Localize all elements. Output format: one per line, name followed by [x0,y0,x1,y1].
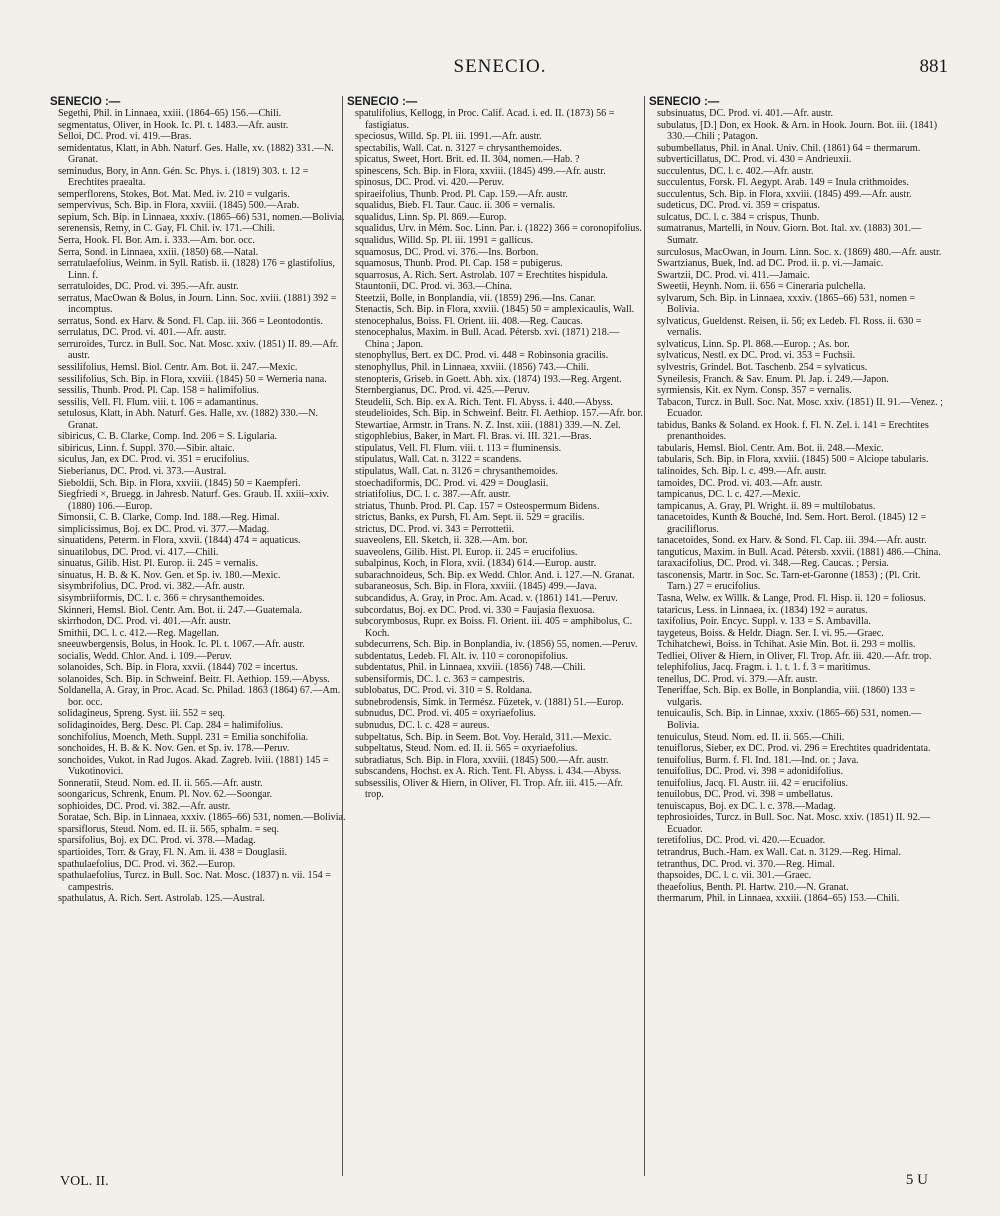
list-item: serenensis, Remy, in C. Gay, Fl. Chil. iv. 171.—Chili. [58,223,276,235]
list-item: Tasna, Welw. ex Willk. & Lange, Prod. Fl. Hisp. ii. 120 = foliosus. [657,592,926,604]
list-item: teretifolius, DC. Prod. vi. 420.—Ecuador. [657,835,826,847]
list-item: subverticillatus, DC. Prod. vi. 430 = Andrieuxii. [657,154,852,166]
list-item: serratulaefolius, Weinm. in Syll. Ratisb. ii. (1828) 176 = glastifolius, Linn. f. [58,258,335,281]
list-item: Tchihatchewi, Boiss. in Tchihat. Asie Min. Bot. ii. 293 = mollis. [657,639,916,651]
list-item: suaveolens, Ell. Sketch, ii. 328.—Am. bor. [355,535,528,547]
list-item: succulentus, Forsk. Fl. Aegypt. Arab. 149 = Inula crithmoides. [657,177,909,189]
list-item: subnudus, DC. Prod. vi. 405 = oxyriaefolius. [355,708,536,720]
list-item: Segethi, Phil. in Linnaea, xxiii. (1864–65) 156.—Chili. [58,108,282,119]
list-item: tenellus, DC. Prod. vi. 379.—Afr. austr. [657,673,818,685]
list-item: sinuatus, Gilib. Hist. Pl. Europ. ii. 245 = vernalis. [58,558,258,570]
list-item: sisymbriiformis, DC. l. c. 366 = chrysanthemoides. [58,592,265,604]
list-item: sparsifolius, Boj. ex DC. Prod. vi. 378.—Madag. [58,835,256,847]
list-item: tenuiscapus, Boj. ex DC. l. c. 378.—Madag. [657,800,836,812]
signature-mark: 5 U [905,1172,928,1188]
list-item: tenuilobus, DC. Prod. vi. 398 = umbellatus. [657,789,833,801]
list-item: speciosus, Willd. Sp. Pl. iii. 1991.—Afr. austr. [355,131,542,143]
list-item: subsessilis, Oliver & Hiern, in Oliver, Fl. Trop. Afr. iii. 415.—Afr. trop. [355,777,623,801]
list-item: stipulatus, Wall. Cat. n. 3126 = chrysanthemoides. [355,465,558,477]
list-item: sulcatus, DC. l. c. 384 = crispus, Thunb. [657,211,820,223]
list-item: Sweetii, Heynh. Nom. ii. 656 = Cineraria pulchella. [657,281,866,293]
list-item: taraxacifolius, DC. Prod. vi. 348.—Reg. Caucas. ; Persia. [657,558,889,570]
list-item: squamosus, Thunb. Prod. Pl. Cap. 158 = pubigerus. [355,258,563,270]
list-item: subdentatus, Phil. in Linnaea, xxviii. (1856) 748.—Chili. [355,662,586,674]
list-item: stenophyllus, Bert. ex DC. Prod. vi. 448 = Robinsonia gracilis. [355,350,609,362]
list-item: Sieboldii, Sch. Bip. in Flora, xxviii. (1845) 50 = Kaempferi. [58,477,301,489]
page-title: SENECIO. [453,56,547,77]
list-item: subcordatus, Boj. ex DC. Prod. vi. 330 = Faujasia flexuosa. [355,604,595,616]
list-item: subscandens, Hochst. ex A. Rich. Tent. Fl. Abyss. i. 434.—Abyss. [355,766,622,778]
list-item: Serra, Sond. in Linnaea, xxiii. (1850) 68.—Natal. [58,246,259,258]
list-item: sessilifolius, Hemsl. Biol. Centr. Am. Bot. ii. 247.—Mexic. [58,362,298,374]
list-item: spinosus, DC. Prod. vi. 420.—Peruv. [355,177,505,189]
list-item: tabidus, Banks & Soland. ex Hook. f. Fl. N. Zel. i. 141 = Erechtites prenanthoides. [657,419,929,443]
list-item: tenuifolius, Burm. f. Fl. Ind. 181.—Ind. or. ; Java. [657,754,859,766]
list-item: subalpinus, Koch, in Flora, xvii. (1834) 614.—Europ. austr. [355,558,597,570]
list-item: Skinneri, Hemsl. Biol. Centr. Am. Bot. ii. 247.—Guatemala. [58,604,302,616]
list-item: serratus, Sond. ex Harv. & Sond. Fl. Cap. iii. 366 = Leontodontis. [58,315,323,327]
list-item: sublobatus, DC. Prod. vi. 310 = S. Roldana. [355,685,533,697]
list-item: succulentus, DC. l. c. 402.—Afr. austr. [657,165,814,177]
list-item: suaveolens, Gilib. Hist. Pl. Europ. ii. 245 = erucifolius. [355,546,578,558]
list-item: tampicanus, DC. l. c. 427.—Mexic. [657,489,801,501]
list-item: thapsoides, DC. l. c. vii. 301.—Graec. [657,870,812,882]
list-item: Soldanella, A. Gray, in Proc. Acad. Sc. Philad. 1863 (1864) 67.—Am. bor. occ. [58,685,341,708]
column-divider [644,96,645,1176]
entry-list [649,108,945,905]
list-item: sonchoides, Vukot. in Rad Jugos. Akad. Zagreb. lviii. (1881) 145 = Vukotinovici. [58,754,329,778]
list-item: spatulifolius, Kellogg, in Proc. Calif. Acad. i. ed. II. (1873) 56 = fastigiatus. [355,108,615,131]
list-item: spathulaefolius, Turcz. in Bull. Soc. Nat. Mosc. (1837) n. vii. 154 = campestris. [58,870,331,893]
list-item: tenuifolius, Jacq. Fl. Austr. iii. 42 = erucifolius. [657,777,849,789]
list-item: Selloi, DC. Prod. vi. 419.—Bras. [58,131,192,143]
list-item: subsinuatus, DC. Prod. vi. 401.—Afr. austr. [657,108,834,119]
list-item: siculus, Jan, ex DC. Prod. vi. 351 = erucifolius. [58,454,250,466]
list-item: serrulatus, DC. Prod. vi. 401.—Afr. austr. [58,327,227,339]
list-item: Swartzii, DC. Prod. vi. 411.—Jamaic. [657,269,810,281]
list-item: subnebrodensis, Simk. in Termész. Füzetek, v. (1881) 51.—Europ. [355,696,624,708]
list-item: tasconensis, Martr. in Soc. Sc. Tarn-et-Garonne (1853) ; (Pl. Crit. Tarn.) 27 = erucifolius. [657,569,921,593]
list-item: serruroides, Turcz. in Bull. Soc. Nat. Mosc. xxiv. (1851) II. 89.—Afr. austr. [58,338,339,362]
list-item: Serra, Hook. Fl. Bor. Am. i. 333.—Am. bor. occ. [58,235,255,247]
list-item: surculosus, MacOwan, in Journ. Linn. Soc. x. (1869) 480.—Afr. austr. [657,246,942,258]
column-heading: SENECIO :— [649,96,720,108]
list-item: syrmiensis, Kit. ex Nym. Consp. 357 = vernalis. [657,385,852,397]
list-item: tanguticus, Maxim. in Bull. Acad. Pétersb. xxvii. (1881) 486.—China. [657,546,941,558]
list-item: setulosus, Klatt, in Abh. Naturf. Ges. Halle, xv. (1882) 330.—N. Granat. [58,408,319,431]
list-item: talinoides, Sch. Bip. l. c. 499.—Afr. austr. [657,465,827,477]
list-item: solidaginoides, Berg. Desc. Pl. Cap. 284 = halimifolius. [58,719,284,731]
list-item: seminudus, Bory, in Ann. Gén. Sc. Phys. i. (1819) 303. t. 12 = Erechtites praealta. [58,165,309,189]
list-item: subnudus, DC. l. c. 428 = aureus. [355,719,490,731]
list-item: tataricus, Less. in Linnaea, ix. (1834) 192 = auratus. [657,604,868,616]
list-item: sibiricus, C. B. Clarke, Comp. Ind. 206 = S. Ligularia. [58,431,278,443]
list-item: squalidus, Urv. in Mém. Soc. Linn. Par. i. (1822) 366 = coronopifolius. [355,223,642,235]
list-item: soongaricus, Schrenk, Enum. Pl. Nov. 62.—Soongar. [58,789,273,801]
list-item: stigophlebius, Baker, in Mart. Fl. Bras. vi. III. 321.—Bras. [355,431,592,443]
list-item: Stenactis, Sch. Bip. in Flora, xxviii. (1845) 50 = amplexicaulis, Wall. [355,304,635,316]
list-item: sinuatus, H. B. & K. Nov. Gen. et Sp. iv. 180.—Mexic. [58,569,281,581]
column-3 [649,96,945,1191]
list-item: Swartzianus, Buek, Ind. ad DC. Prod. ii. p. vi.—Jamaic. [657,258,884,270]
list-item: subradiatus, Sch. Bip. in Flora, xxviii. (1845) 500.—Afr. austr. [355,754,609,766]
list-item: stenocephalus, Maxim. in Bull. Acad. Pétersb. xvi. (1871) 218.—China ; Japon. [355,327,620,350]
list-item: sepium, Sch. Bip. in Linnaea, xxxiv. (1865–66) 531, nomen.—Bolivia. [58,211,345,223]
list-item: squarrosus, A. Rich. Sert. Astrolab. 107 = Erechtites hispidula. [355,269,608,281]
list-item: sisymbrifolius, DC. Prod. vi. 382.—Afr. austr. [58,581,245,593]
list-item: semidentatus, Klatt, in Abh. Naturf. Ges. Halle, xv. (1882) 331.—N. Granat. [58,142,334,166]
list-item: Sieberianus, DC. Prod. vi. 373.—Austral. [58,465,227,477]
list-item: sneeuwbergensis, Bolus, in Hook. Ic. Pl. t. 1067.—Afr. austr. [58,639,305,651]
list-item: stoechadiformis, DC. Prod. vi. 429 = Douglasii. [355,477,549,489]
list-item: Siegfriedi ×, Bruegg. in Jahresb. Naturf. Ges. Graub. II. xxiii–xxiv. (1880) 106.—Europ. [58,489,330,512]
list-item: Steetzii, Bolle, in Bonplandia, vii. (1859) 296.—Ins. Canar. [355,292,596,304]
list-item: sumatranus, Martelli, in Nouv. Giorn. Bot. Ital. xv. (1883) 301.—Sumatr. [657,223,922,247]
list-item: strictus, DC. Prod. vi. 343 = Perrottetii. [355,523,515,535]
list-item: subcandidus, A. Gray, in Proc. Am. Acad. v. (1861) 141.—Peruv. [355,592,618,604]
page-number: 881 [919,56,948,77]
list-item: theaefolius, Benth. Pl. Hartw. 210.—N. Granat. [657,881,849,893]
list-item: Smithii, DC. l. c. 412.—Reg. Magellan. [58,627,219,639]
list-item: sparsiflorus, Steud. Nom. ed. II. ii. 565, sphalm. = seq. [58,823,280,835]
list-item: thermarum, Phil. in Linnaea, xxxiii. (1864–65) 153.—Chili. [657,893,900,905]
list-item: sonchifolius, Moench, Meth. Suppl. 231 = Emilia sonchifolia. [58,731,309,743]
list-item: Sonneratii, Steud. Nom. ed. II. ii. 565.—Afr. austr. [58,777,263,789]
entry-list [347,108,643,801]
list-item: sessilis, Vell. Fl. Flum. viii. t. 106 = adamantinus. [58,396,259,408]
list-item: subdentatus, Ledeb. Fl. Alt. iv. 110 = coronopifolius. [355,650,568,662]
list-item: stenophyllus, Phil. in Linnaea, xxviii. (1856) 743.—Chili. [355,362,589,374]
list-item: telephifolius, Jacq. Fragm. i. 1. t. 1. f. 3 = maritimus. [657,662,871,674]
list-item: segmentatus, Oliver, in Hook. Ic. Pl. t. 1483.—Afr. austr. [58,119,289,131]
list-item: squalidus, Willd. Sp. Pl. iii. 1991 = gallicus. [355,235,534,247]
list-item: sinuatidens, Peterm. in Flora, xxvii. (1844) 474 = aquaticus. [58,535,301,547]
list-item: spicatus, Sweet, Hort. Brit. ed. II. 304, nomen.—Hab. ? [355,154,580,166]
list-item: socialis, Wedd. Chlor. And. i. 109.—Peruv. [58,650,232,662]
list-item: sessilis, Thunb. Prod. Pl. Cap. 158 = halimifolius. [58,385,259,397]
list-item: squalidus, Linn. Sp. Pl. 869.—Europ. [355,211,507,223]
list-item: Tedliei, Oliver & Hiern, in Oliver, Fl. Trop. Afr. iii. 420.—Afr. trop. [657,650,932,662]
list-item: Sternbergianus, DC. Prod. vi. 425.—Peruv. [355,385,530,397]
list-item: Steudelii, Sch. Bip. ex A. Rich. Tent. Fl. Abyss. i. 440.—Abyss. [355,396,613,408]
list-item: sylvestris, Grindel. Bot. Taschenb. 254 = sylvaticus. [657,362,868,374]
volume-label: VOL. II. [60,1174,109,1189]
list-item: Tabacon, Turcz. in Bull. Soc. Nat. Mosc. xxiv. (1851) II. 91.—Venez. ; Ecuador. [657,396,943,420]
list-item: tamoides, DC. Prod. vi. 403.—Afr. austr. [657,477,823,489]
list-item: stenopteris, Griseb. in Goett. Abh. xix. (1874) 193.—Reg. Argent. [355,373,622,385]
list-item: tephrosioides, Turcz. in Bull. Soc. Nat. Mosc. xxiv. (1851) II. 92.—Ecuador. [657,812,931,835]
list-item: spathulaefolius, DC. Prod. vi. 362.—Europ. [58,858,236,870]
column-2 [347,96,643,1191]
list-item: Simonsii, C. B. Clarke, Comp. Ind. 188.—Reg. Himal. [58,512,280,524]
list-item: squamosus, DC. Prod. vi. 376.—Ins. Borbon. [355,246,539,258]
list-item: tenuiculus, Steud. Nom. ed. II. ii. 565.—Chili. [657,731,845,743]
list-item: tabularis, Sch. Bip. in Flora, xxviii. (1845) 500 = Alciope tabularis. [657,454,929,466]
list-item: sylvaticus, Gueldenst. Reisen, ii. 56; ex Ledeb. Fl. Ross. ii. 630 = vernalis. [657,315,922,339]
list-item: taygeteus, Boiss. & Heldr. Diagn. Ser. I. vi. 95.—Graec. [657,627,884,639]
list-item: sessilifolius, Sch. Bip. in Flora, xxviii. (1845) 50 = Werneria nana. [58,373,327,385]
list-item: tetranthus, DC. Prod. vi. 370.—Reg. Himal. [657,858,835,870]
list-item: Stauntonii, DC. Prod. vi. 363.—China. [355,281,513,293]
list-item: subarachnoideus, Sch. Bip. ex Wedd. Chlor. And. i. 127.—N. Granat. [355,569,635,581]
list-item: steudelioides, Sch. Bip. in Schweinf. Beitr. Fl. Aethiop. 157.—Afr. bor. [355,408,643,420]
list-item: succulentus, Sch. Bip. in Flora, xxviii. (1845) 499.—Afr. austr. [657,188,912,200]
list-item: squalidus, Bieb. Fl. Taur. Cauc. ii. 306 = vernalis. [355,200,556,212]
list-item: semperflorens, Stokes, Bot. Mat. Med. iv. 210 = vulgaris. [58,188,290,200]
list-item: serratus, MacOwan & Bolus, in Journ. Linn. Soc. xviii. (1881) 392 = incomptus. [58,292,337,316]
list-item: skirrhodon, DC. Prod. vi. 401.—Afr. austr. [58,616,231,628]
list-item: stenocephalus, Boiss. Fl. Orient. iii. 408.—Reg. Caucas. [355,315,583,327]
list-item: tenuifolius, DC. Prod. vi. 398 = adonidifolius. [657,766,843,778]
list-item: subdecurrens, Sch. Bip. in Bonplandia, iv. (1856) 55, nomen.—Peruv. [355,639,638,651]
list-item: sonchoides, H. B. & K. Nov. Gen. et Sp. iv. 178.—Peruv. [58,743,290,755]
list-item: tenuicaulis, Sch. Bip. in Linnae, xxxiv. (1865–66) 531, nomen.—Bolivia. [657,708,922,731]
list-item: Syneilesis, Franch. & Sav. Enum. Pl. Jap. i. 249.—Japon. [657,373,889,385]
list-item: sophioides, DC. Prod. vi. 382.—Afr. austr. [58,800,231,812]
list-item: sylvaticus, Linn. Sp. Pl. 868.—Europ. ; As. bor. [657,338,850,350]
list-item: Teneriffae, Sch. Bip. ex Bolle, in Bonplandia, viii. (1860) 133 = vulgaris. [657,685,916,708]
page-header [0,56,1000,86]
list-item: sempervivus, Sch. Bip. in Flora, xxviii. (1845) 500.—Arab. [58,200,300,212]
list-item: Soratae, Sch. Bip. in Linnaea, xxxiv. (1865–66) 531, nomen.—Bolivia. [58,812,346,824]
list-item: tabularis, Hemsl. Biol. Centr. Am. Bot. ii. 248.—Mexic. [657,442,884,454]
column-heading: SENECIO :— [50,96,121,108]
column-1 [50,96,346,1191]
list-item: solanoides, Sch. Bip. in Schweinf. Beitr. Fl. Aethiop. 159.—Abyss. [58,673,330,685]
list-item: taxifolius, Poir. Encyc. Suppl. v. 133 = S. Ambavilla. [657,616,871,628]
list-item: tampicanus, A. Gray, Pl. Wright. ii. 89 = multilobatus. [657,500,876,512]
list-item: Stewartiae, Armstr. in Trans. N. Z. Inst. xiii. (1881) 339.—N. Zel. [355,419,621,431]
list-item: tenuiflorus, Sieber, ex DC. Prod. vi. 296 = Erechtites quadridentata. [657,743,931,755]
list-item: sylvarum, Sch. Bip. in Linnaea, xxxiv. (1865–66) 531, nomen = Bolivia. [657,292,916,316]
list-item: tanacetoides, Sond. ex Harv. & Sond. Fl. Cap. iii. 394.—Afr. austr. [657,535,927,547]
list-item: sinuatilobus, DC. Prod. vi. 417.—Chili. [58,546,219,558]
column-divider [342,96,343,1176]
column-heading: SENECIO :— [347,96,418,108]
list-item: sudeticus, DC. Prod. vi. 359 = crispatus. [657,200,820,212]
list-item: subulatus, [D.] Don, ex Hook. & Arn. in Hook. Journ. Bot. iii. (1841) 330.—Chili ; Patagon. [657,119,938,143]
list-item: striatus, Thunb. Prod. Pl. Cap. 157 = Osteospermum Bidens. [355,500,600,512]
list-item: solidagineus, Spreng. Syst. iii. 552 = seq. [58,708,225,720]
list-item: spathulatus, A. Rich. Sert. Astrolab. 125.—Austral. [58,893,265,905]
list-item: spiraeifolius, Thunb. Prod. Pl. Cap. 159.—Afr. austr. [355,188,568,200]
list-item: stipulatus, Wall. Cat. n. 3122 = scandens. [355,454,522,466]
list-item: stipulatus, Vell. Fl. Flum. viii. t. 113 = fluminensis. [355,442,562,454]
list-item: subaraneosus, Sch. Bip. in Flora, xxviii. (1845) 499.—Java. [355,581,597,593]
list-item: strictus, Banks, ex Pursh, Fl. Am. Sept. ii. 529 = gracilis. [355,512,585,524]
list-item: tetrandrus, Buch.-Ham. ex Wall. Cat. n. 3129.—Reg. Himal. [657,847,902,858]
list-item: tanacetoides, Kunth & Bouché, Ind. Sem. Hort. Berol. (1845) 12 = graciliflorus. [657,512,927,535]
list-item: spinescens, Sch. Bip. in Flora, xxviii. (1845) 499.—Afr. austr. [355,165,606,177]
list-item: subensiformis, DC. l. c. 363 = campestris. [355,673,525,685]
list-item: solanoides, Sch. Bip. in Flora, xxvii. (1844) 702 = incertus. [58,662,298,674]
list-item: sibiricus, Linn. f. Suppl. 370.—Sibir. altaic. [58,442,235,454]
list-item: subumbellatus, Phil. in Anal. Univ. Chil. (1861) 64 = thermarum. [657,142,921,154]
list-item: serratuloides, DC. Prod. vi. 395.—Afr. austr. [58,281,239,293]
list-item: subpeltatus, Sch. Bip. in Seem. Bot. Voy. Herald, 311.—Mexic. [355,731,612,743]
list-item: striatifolius, DC. l. c. 387.—Afr. austr. [355,489,511,501]
list-item: subpeltatus, Steud. Nom. ed. II. ii. 565 = oxyriaefolius. [355,743,578,755]
entry-list [50,108,346,905]
list-item: sylvaticus, Nestl. ex DC. Prod. vi. 353 = Fuchsii. [657,350,856,362]
list-item: simplicissimus, Boj. ex DC. Prod. vi. 377.—Madag. [58,523,270,535]
list-item: spectabilis, Wall. Cat. n. 3127 = chrysanthemoides. [355,142,562,154]
list-item: subcorymbosus, Rupr. ex Boiss. Fl. Orient. iii. 405 = amphibolus, C. Koch. [355,616,633,639]
list-item: spartioides, Torr. & Gray, Fl. N. Am. ii. 438 = Douglasii. [58,847,288,858]
